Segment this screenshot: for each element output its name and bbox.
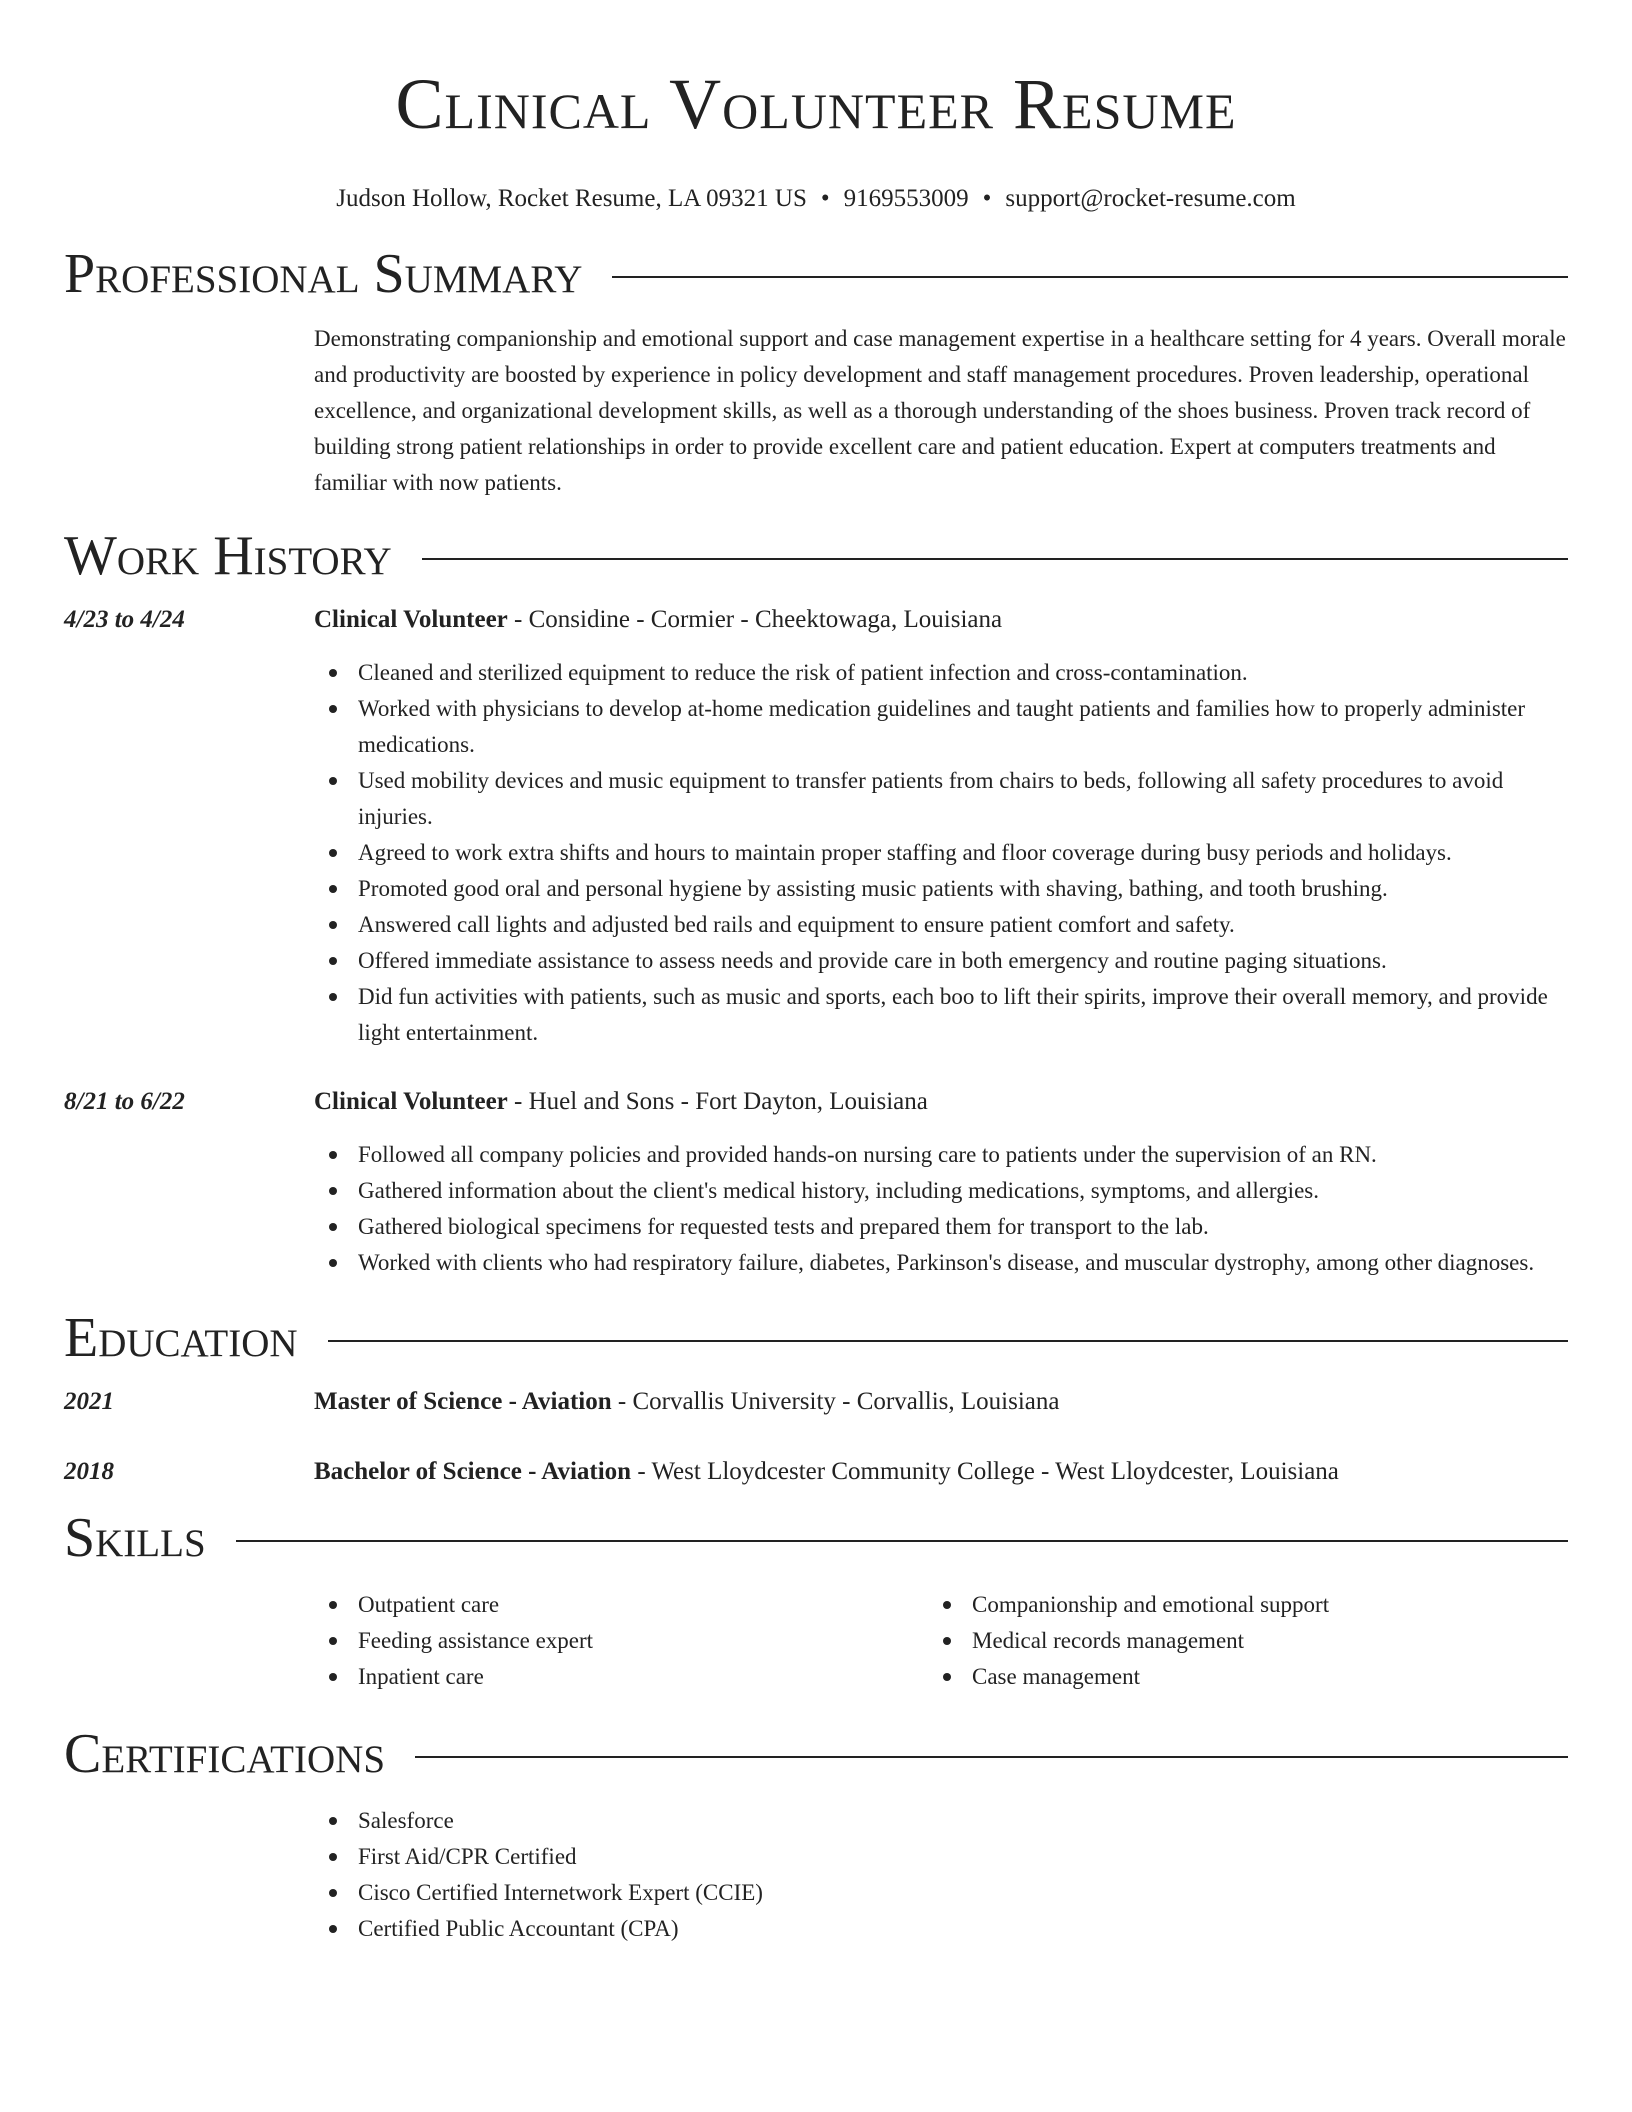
education-details: - West Lloydcester Community College - West Lloydcester, Louisiana bbox=[631, 1458, 1339, 1485]
list-item: Did fun activities with patients, such as music and sports, each boo to lift their spirits, improve their overall memory, and provide light entertainment. bbox=[314, 979, 1568, 1051]
education-title-line bbox=[314, 1455, 1339, 1489]
job-bullets bbox=[314, 655, 1568, 1051]
job-header bbox=[64, 603, 1568, 637]
section-heading: Certifications bbox=[64, 1723, 386, 1785]
section-divider bbox=[612, 276, 1568, 278]
job-bullets bbox=[314, 1137, 1568, 1281]
section-heading: Education bbox=[64, 1307, 298, 1369]
contact-phone: 9169553009 bbox=[843, 185, 969, 212]
list-item: Cleaned and sterilized equipment to reduce the risk of patient infection and cross-contamination. bbox=[314, 655, 1568, 691]
skills-column-left bbox=[314, 1587, 928, 1695]
section-skills bbox=[64, 1507, 1568, 1569]
list-item: Offered immediate assistance to assess needs and provide care in both emergency and routine paging situations. bbox=[314, 943, 1568, 979]
education-entry bbox=[64, 1455, 1568, 1489]
section-divider bbox=[328, 1340, 1568, 1342]
skill-item: Inpatient care bbox=[314, 1659, 928, 1695]
education-year: 2021 bbox=[64, 1388, 114, 1415]
contact-separator: • bbox=[982, 185, 992, 212]
list-item: Worked with physicians to develop at-home medication guidelines and taught patients and families how to properly administer medications. bbox=[314, 691, 1568, 763]
job-title-line bbox=[314, 1085, 928, 1119]
contact-line bbox=[64, 183, 1568, 215]
section-divider bbox=[422, 558, 1568, 560]
skill-item: Companionship and emotional support bbox=[928, 1587, 1542, 1623]
job-title: Clinical Volunteer bbox=[314, 606, 508, 633]
education-degree: Bachelor of Science - Aviation bbox=[314, 1458, 632, 1485]
job-details: - Huel and Sons - Fort Dayton, Louisiana bbox=[507, 1088, 928, 1115]
section-heading: Professional Summary bbox=[64, 243, 583, 305]
certifications-list bbox=[314, 1803, 1568, 1947]
certification-item: Salesforce bbox=[314, 1803, 1568, 1839]
education-entry bbox=[64, 1385, 1568, 1419]
list-item: Followed all company policies and provided hands-on nursing care to patients under the supervision of an RN. bbox=[314, 1137, 1568, 1173]
skills-grid bbox=[314, 1587, 1568, 1695]
section-heading: Work History bbox=[64, 525, 392, 587]
job-title: Clinical Volunteer bbox=[314, 1088, 508, 1115]
skill-item: Medical records management bbox=[928, 1623, 1542, 1659]
list-item: Answered call lights and adjusted bed rails and equipment to ensure patient comfort and safety. bbox=[314, 907, 1568, 943]
list-item: Promoted good oral and personal hygiene by assisting music patients with shaving, bathing, and tooth brushing. bbox=[314, 871, 1568, 907]
skill-item: Feeding assistance expert bbox=[314, 1623, 928, 1659]
summary-text: Demonstrating companionship and emotional support and case management expertise in a healthcare setting for 4 years. Overall morale and productivity are boosted by experience in policy development and staff management procedures. Proven leadership, operational excellence, and organizational development skills, as well as a thorough understanding of the shoes business. Proven track record of building strong patient relationships in order to provide excellent care and patient education. Expert at computers treatments and familiar with now patients. bbox=[314, 326, 1566, 495]
section-heading: Skills bbox=[64, 1507, 206, 1569]
job-dates: 8/21 to 6/22 bbox=[64, 1088, 185, 1115]
list-item: Agreed to work extra shifts and hours to maintain proper staffing and floor coverage during busy periods and holidays. bbox=[314, 835, 1568, 871]
certification-item: Cisco Certified Internetwork Expert (CCIE) bbox=[314, 1875, 1568, 1911]
list-item: Used mobility devices and music equipment to transfer patients from chairs to beds, following all safety procedures to avoid injuries. bbox=[314, 763, 1568, 835]
job-header bbox=[64, 1085, 1568, 1119]
certification-item: Certified Public Accountant (CPA) bbox=[314, 1911, 1568, 1947]
skills-column-right bbox=[928, 1587, 1542, 1695]
section-education bbox=[64, 1307, 1568, 1369]
section-professional-summary bbox=[64, 243, 1568, 305]
section-work-history bbox=[64, 525, 1568, 587]
education-title-line bbox=[314, 1385, 1059, 1419]
contact-email: support@rocket-resume.com bbox=[1005, 185, 1296, 212]
resume-title: Clinical Volunteer Resume bbox=[395, 64, 1237, 144]
list-item: Worked with clients who had respiratory failure, diabetes, Parkinson's disease, and muscular dystrophy, among other diagnoses. bbox=[314, 1245, 1568, 1281]
list-item: Gathered information about the client's medical history, including medications, symptoms, and allergies. bbox=[314, 1173, 1568, 1209]
education-degree: Master of Science - Aviation bbox=[314, 1388, 612, 1415]
education-details: - Corvallis University - Corvallis, Louisiana bbox=[611, 1388, 1060, 1415]
section-divider bbox=[236, 1540, 1568, 1542]
skill-item: Case management bbox=[928, 1659, 1542, 1695]
job-details: - Considine - Cormier - Cheektowaga, Louisiana bbox=[507, 606, 1003, 633]
list-item: Gathered biological specimens for requested tests and prepared them for transport to the lab. bbox=[314, 1209, 1568, 1245]
job-dates: 4/23 to 4/24 bbox=[64, 606, 185, 633]
skill-item: Outpatient care bbox=[314, 1587, 928, 1623]
job-title-line bbox=[314, 603, 1002, 637]
certification-item: First Aid/CPR Certified bbox=[314, 1839, 1568, 1875]
contact-address: Judson Hollow, Rocket Resume, LA 09321 US bbox=[336, 185, 807, 212]
education-year: 2018 bbox=[64, 1458, 114, 1485]
section-divider bbox=[415, 1756, 1568, 1758]
section-certifications bbox=[64, 1723, 1568, 1785]
contact-separator: • bbox=[820, 185, 830, 212]
